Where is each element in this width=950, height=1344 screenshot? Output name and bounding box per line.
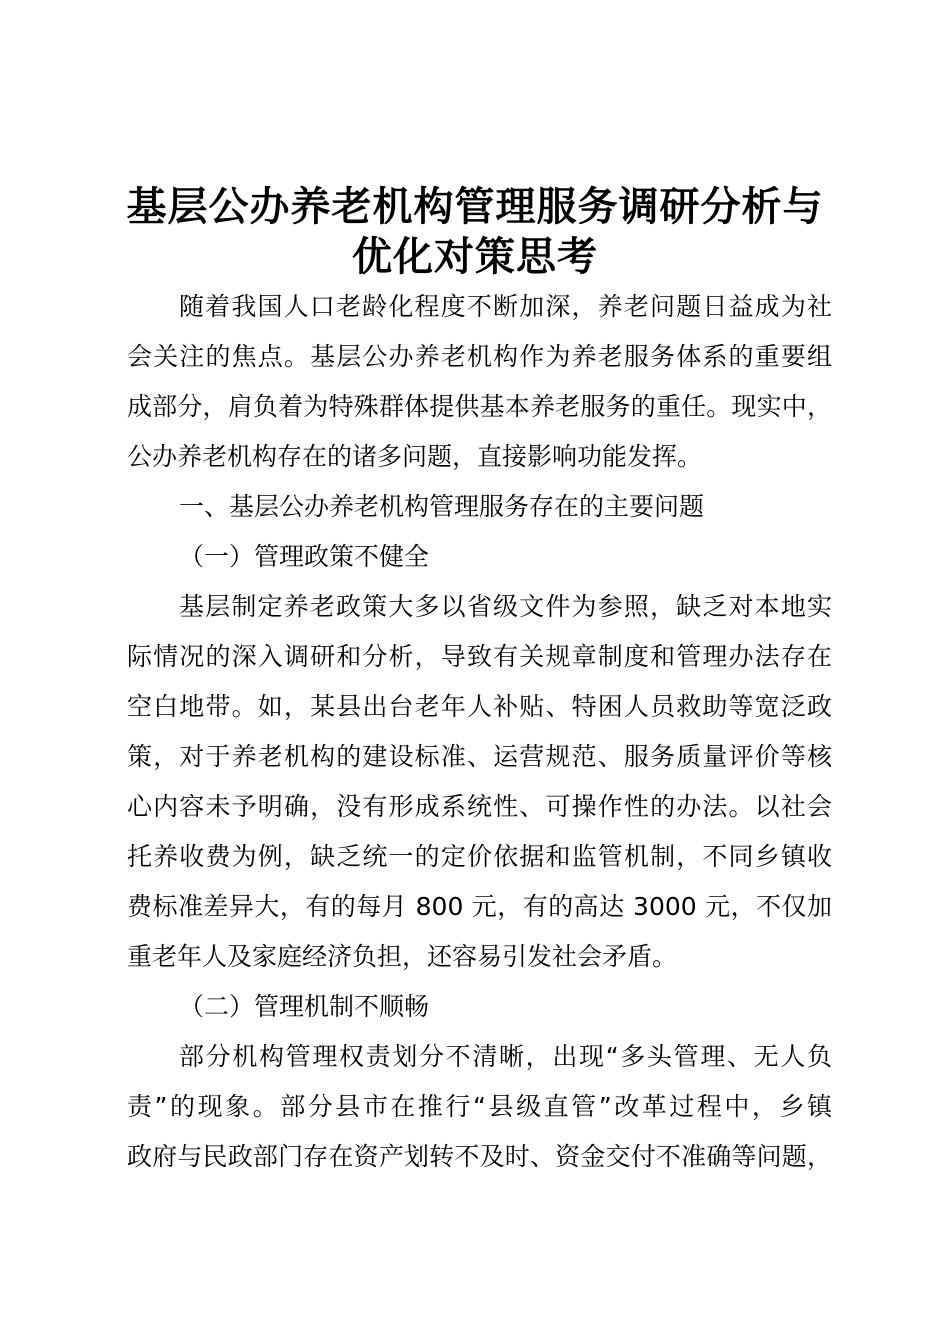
text-line: 费标准差异大，有的每月 800 元，有的高达 3000 元，不仅加 (127, 892, 832, 921)
text-line: 公办养老机构存在的诸多问题，直接影响功能发挥。 (127, 442, 703, 471)
subsection2-paragraph (127, 1032, 832, 1182)
text-line: 责”的现象。部分县市在推行“县级直管”改革过程中，乡镇 (127, 1092, 832, 1121)
text-line: 基层制定养老政策大多以省级文件为参照，缺乏对本地实 (179, 592, 832, 621)
text-line: 策，对于养老机构的建设标准、运营规范、服务质量评价等核 (127, 742, 832, 771)
intro-paragraph (127, 282, 832, 482)
text-line: 心内容未予明确，没有形成系统性、可操作性的办法。以社会 (127, 792, 832, 821)
document-body (127, 282, 832, 1182)
text-line: 随着我国人口老龄化程度不断加深，养老问题日益成为社 (179, 292, 832, 321)
text-line: 重老年人及家庭经济负担，还容易引发社会矛盾。 (127, 942, 678, 971)
subsection-heading: （一）管理政策不健全 (179, 542, 430, 571)
subsection-heading: （二）管理机制不顺畅 (179, 992, 430, 1021)
text-line: 成部分，肩负着为特殊群体提供基本养老服务的重任。现实中， (127, 392, 832, 421)
section-heading: 一、基层公办养老机构管理服务存在的主要问题 (179, 492, 705, 521)
text-line: 部分机构管理权责划分不清晰，出现“多头管理、无人负 (179, 1042, 832, 1071)
text-line: 托养收费为例，缺乏统一的定价依据和监管机制，不同乡镇收 (127, 842, 832, 871)
text-line: 空白地带。如，某县出台老年人补贴、特困人员救助等宽泛政 (127, 692, 832, 721)
title-line-2: 优化对策思考 (352, 234, 598, 280)
document-title (100, 182, 850, 282)
subsection1-paragraph (127, 582, 832, 982)
title-line-1: 基层公办养老机构管理服务调研分析与 (126, 184, 824, 230)
text-line: 会关注的焦点。基层公办养老机构作为养老服务体系的重要组 (127, 342, 832, 371)
text-line: 际情况的深入调研和分析，导致有关规章制度和管理办法存在 (127, 642, 832, 671)
text-line: 政府与民政部门存在资产划转不及时、资金交付不准确等问题， (127, 1142, 832, 1171)
